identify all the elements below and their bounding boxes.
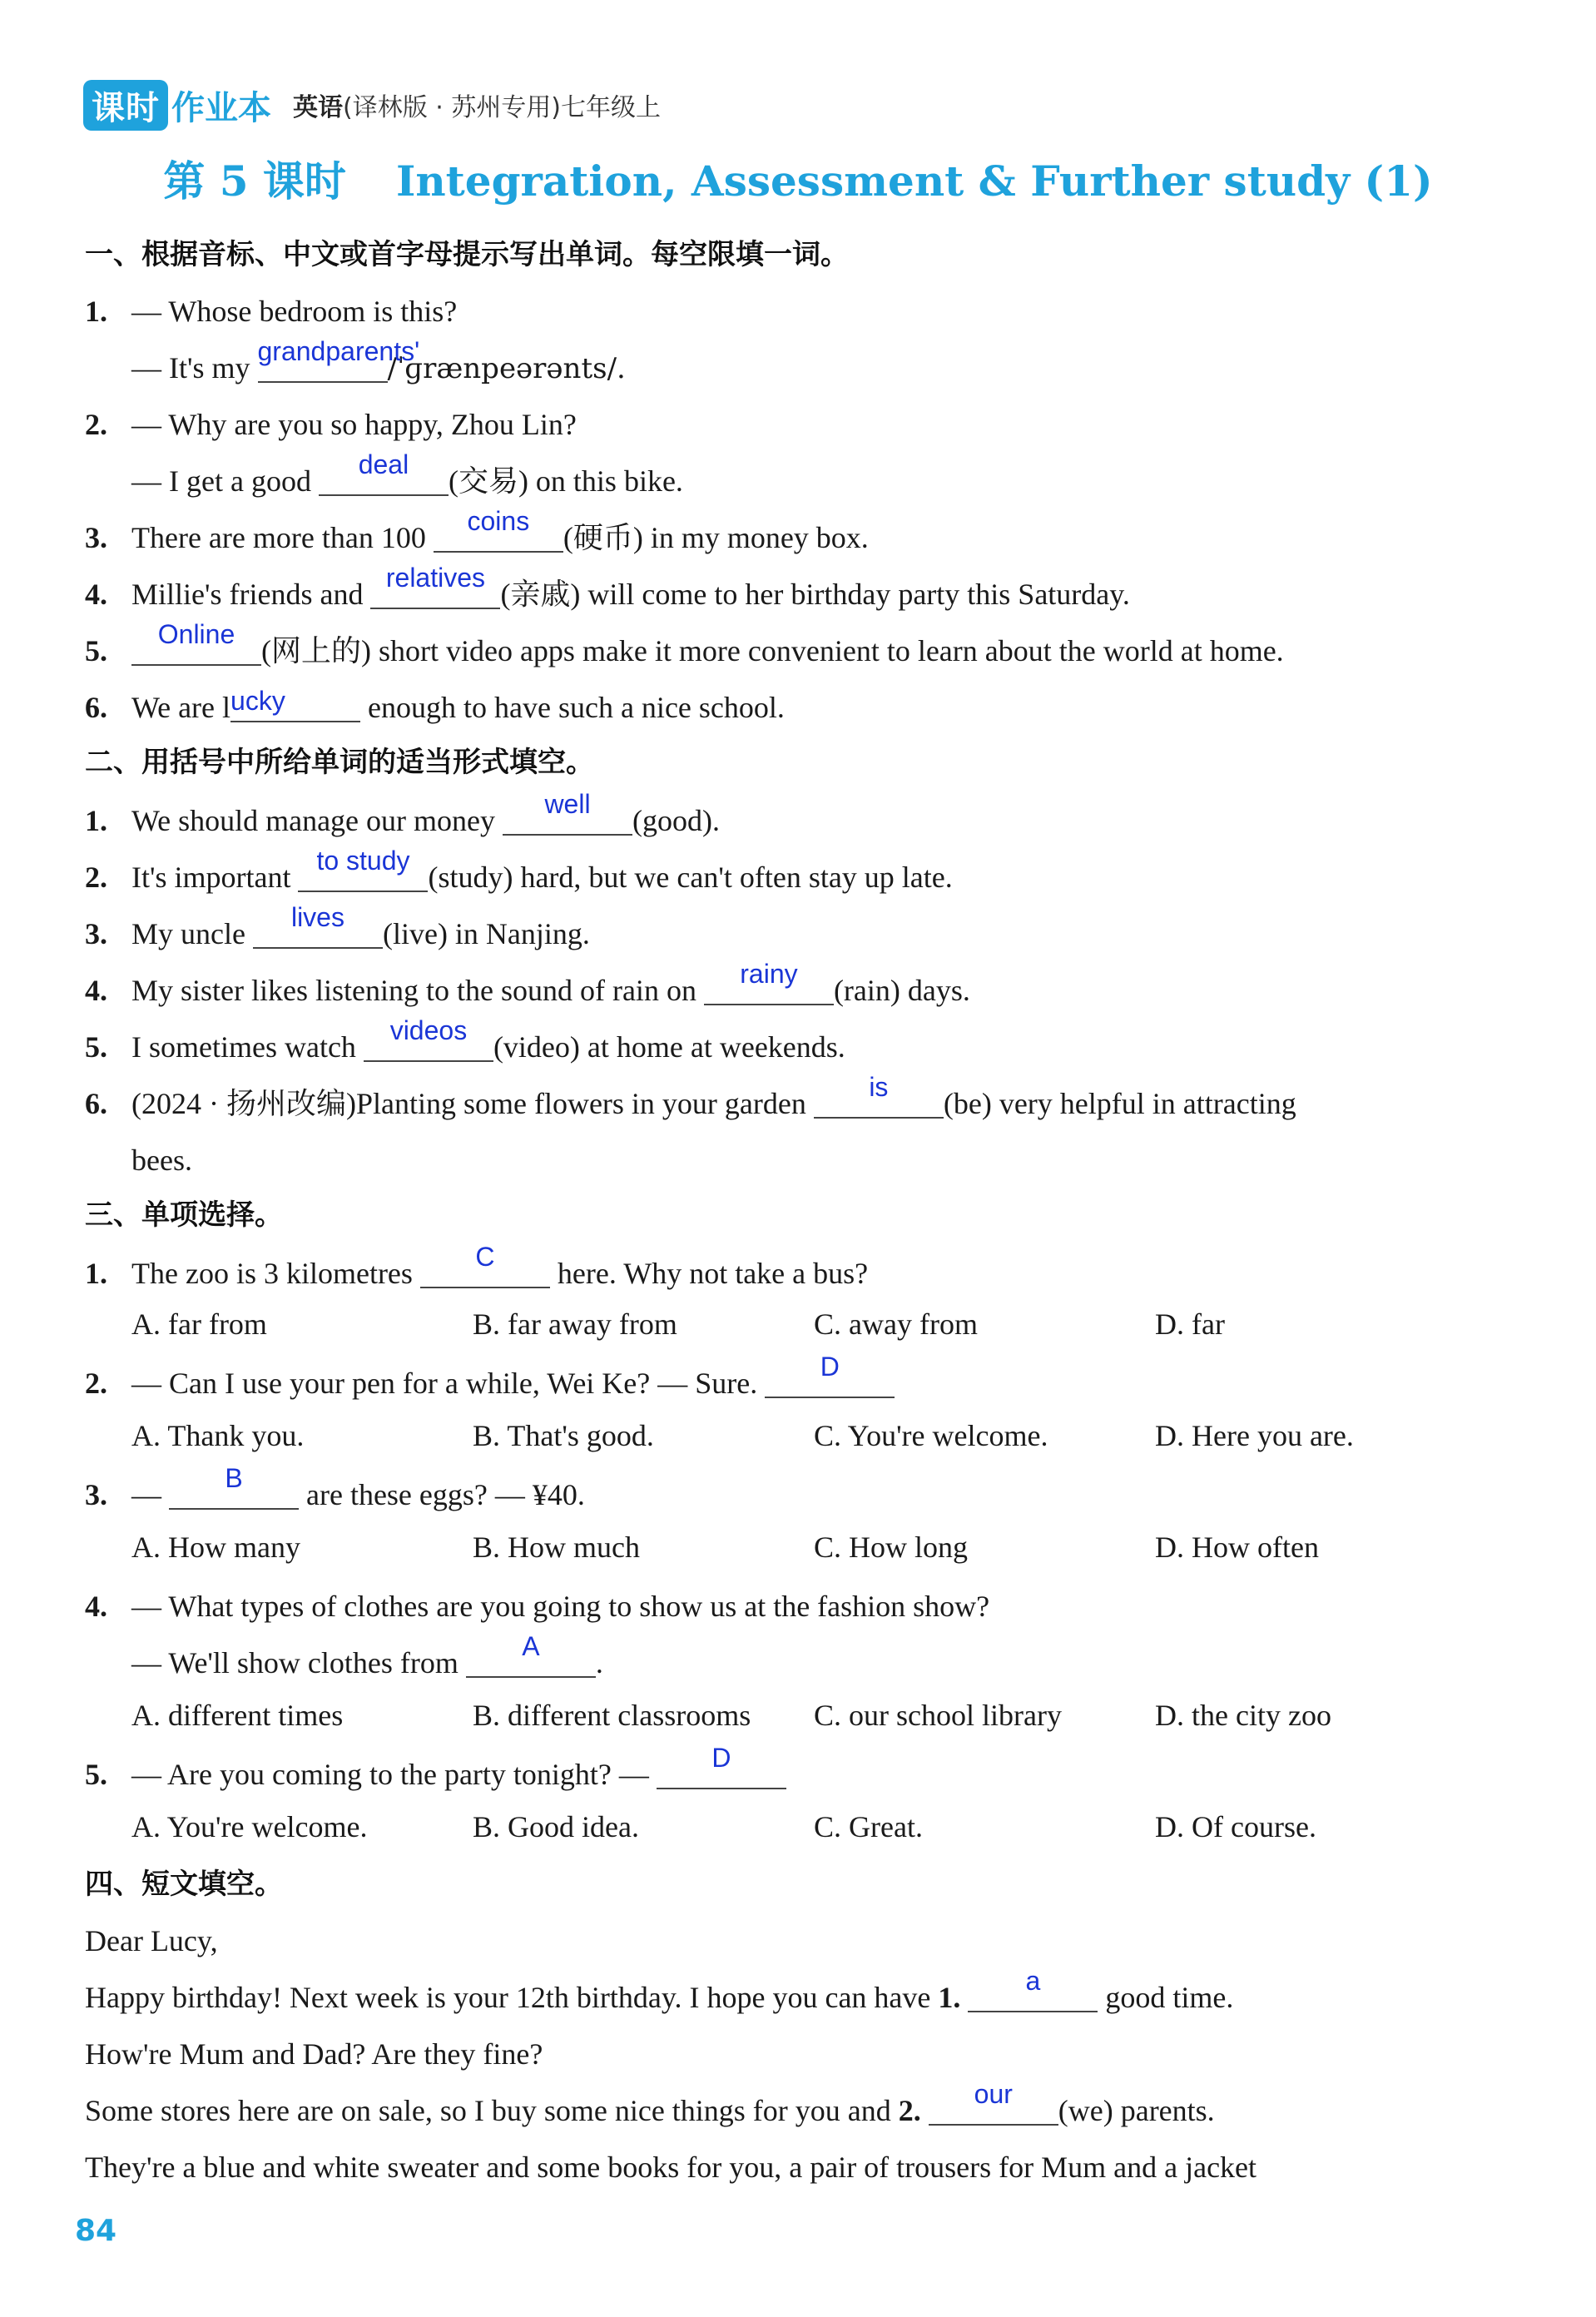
answer: ucky xyxy=(230,686,285,716)
answer: lives xyxy=(290,902,344,932)
option[interactable]: B. far away from xyxy=(473,1307,677,1341)
option[interactable]: B. different classrooms xyxy=(473,1699,751,1732)
letter-line-1: Happy birthday! Next week is your 12th birthday. I hope you can have 1. a good time. xyxy=(85,1977,1233,2017)
s3-q5: 5. — Are you coming to the party tonight? — D xyxy=(85,1754,786,1794)
option[interactable]: B. That's good. xyxy=(473,1419,654,1452)
s1-q6: 6. We are l ucky enough to have such a nice school. xyxy=(85,687,785,727)
answer: relatives xyxy=(385,563,486,593)
answer-blank[interactable] xyxy=(968,1966,1098,2012)
section2-heading: 二、用括号中所给单词的适当形式填空。 xyxy=(85,746,594,779)
s1-q4: 4. Millie's friends and relatives (亲戚) will come to her birthday party this Saturday. xyxy=(85,574,1130,614)
answer: coins xyxy=(467,506,530,536)
lesson-number: 第 5 课时 xyxy=(163,156,346,206)
answer-blank[interactable] xyxy=(131,619,261,666)
answer-blank[interactable] xyxy=(503,789,632,836)
option[interactable]: C. You're welcome. xyxy=(814,1419,1048,1452)
answer-blank[interactable] xyxy=(420,1242,550,1288)
s1-q1-line2: — It's my grandparents' /ˈɡrænpeərənts/. xyxy=(131,348,626,389)
letter-line-4: They're a blue and white sweater and some books for you, a pair of trousers for Mum and a jacket xyxy=(85,2151,1257,2184)
subject-label: 英语 xyxy=(293,93,343,122)
answer-blank[interactable] xyxy=(434,506,563,553)
s3-q3: 3. — B are these eggs? — ¥40. xyxy=(85,1475,585,1515)
option[interactable]: C. How long xyxy=(814,1531,969,1564)
section3-heading: 三、单项选择。 xyxy=(85,1198,283,1232)
answer: grandparents' xyxy=(257,336,420,366)
answer-blank[interactable] xyxy=(230,687,360,722)
s1-q5: 5. Online (网上的) short video apps make it more convenient to learn about the world at home. xyxy=(85,631,1284,671)
answer-blank[interactable] xyxy=(319,449,449,496)
s1-q2-line1: 2. — Why are you so happy, Zhou Lin? xyxy=(85,408,577,441)
option[interactable]: D. far xyxy=(1155,1307,1225,1341)
option[interactable]: B. Good idea. xyxy=(473,1810,639,1843)
lesson-name: Integration, Assessment & Further study (1) xyxy=(395,156,1433,206)
answer: our xyxy=(974,2079,1013,2109)
s1-q2-line2: — I get a good deal (交易) on this bike. xyxy=(131,461,683,501)
option[interactable]: C. away from xyxy=(814,1307,978,1341)
option[interactable]: A. Thank you. xyxy=(131,1419,305,1452)
s2-q1: 1. We should manage our money well (good). xyxy=(85,801,720,841)
s1-q1-line1: 1. — Whose bedroom is this? xyxy=(85,295,458,328)
option[interactable]: D. Here you are. xyxy=(1155,1419,1354,1452)
answer-blank[interactable] xyxy=(169,1463,299,1510)
answer: B xyxy=(225,1463,243,1493)
option[interactable]: A. far from xyxy=(131,1307,267,1341)
answer: rainy xyxy=(740,959,798,989)
answer-blank[interactable] xyxy=(257,336,420,383)
answer-blank[interactable] xyxy=(704,959,834,1005)
publisher-logo xyxy=(83,80,271,131)
page-title xyxy=(0,148,1596,208)
s2-q6-line1: 6. (2024 · 扬州改编)Planting some flowers in your garden is (be) very helpful in attracting xyxy=(85,1084,1296,1124)
answer: is xyxy=(869,1072,889,1102)
option[interactable]: B. How much xyxy=(473,1531,640,1564)
s2-q2: 2. It's important to study (study) hard, but we can't often stay up late. xyxy=(85,857,953,897)
answer-blank[interactable] xyxy=(364,1015,493,1062)
s1-q3: 3. There are more than 100 coins (硬币) in my money box. xyxy=(85,518,869,558)
option[interactable]: D. the city zoo xyxy=(1155,1699,1331,1732)
answer-blank[interactable] xyxy=(370,563,500,609)
answer: videos xyxy=(389,1015,468,1045)
answer: A xyxy=(522,1631,540,1661)
s3-q4-line2: — We'll show clothes from A . xyxy=(131,1643,603,1683)
page-header xyxy=(83,80,661,130)
page-number: 84 xyxy=(75,2214,117,2248)
answer: a xyxy=(1025,1966,1041,1996)
section4-heading: 四、短文填空。 xyxy=(85,1868,283,1901)
s2-q6-line2: bees. xyxy=(131,1144,192,1177)
answer-blank[interactable] xyxy=(253,902,383,949)
s3-q2: 2. — Can I use your pen for a while, Wei Ke? — Sure. D xyxy=(85,1363,895,1403)
edition-label: (译林版 · 苏州专用)七年级上 xyxy=(343,93,662,122)
option[interactable]: C. Great. xyxy=(814,1810,923,1843)
answer-blank[interactable] xyxy=(814,1072,944,1119)
answer: D xyxy=(711,1743,731,1773)
book-subtitle xyxy=(293,87,661,123)
letter-salutation: Dear Lucy, xyxy=(85,1924,218,1957)
answer-blank[interactable] xyxy=(466,1631,596,1678)
answer: to study xyxy=(316,846,410,876)
option[interactable]: A. different times xyxy=(131,1699,344,1732)
s3-q1: 1. The zoo is 3 kilometres C here. Why not take a bus? xyxy=(85,1253,868,1293)
answer: well xyxy=(544,789,591,819)
option[interactable]: C. our school library xyxy=(814,1699,1062,1732)
answer-blank[interactable] xyxy=(657,1743,786,1789)
answer-blank[interactable] xyxy=(765,1352,895,1398)
s2-q3: 3. My uncle lives (live) in Nanjing. xyxy=(85,914,590,954)
s2-q5: 5. I sometimes watch videos (video) at home at weekends. xyxy=(85,1027,845,1067)
answer: deal xyxy=(358,449,409,479)
option[interactable]: D. Of course. xyxy=(1155,1810,1316,1843)
logo-text: 作业本 xyxy=(171,88,271,127)
answer: Online xyxy=(157,619,235,649)
answer: C xyxy=(475,1242,495,1272)
s2-q4: 4. My sister likes listening to the sound of rain on rainy (rain) days. xyxy=(85,970,970,1010)
answer-blank[interactable] xyxy=(929,2079,1058,2126)
option[interactable]: A. You're welcome. xyxy=(131,1810,368,1843)
letter-line-2: How're Mum and Dad? Are they fine? xyxy=(85,2037,543,2071)
s3-q4-line1: 4. — What types of clothes are you going to show us at the fashion show? xyxy=(85,1590,990,1623)
answer-blank[interactable] xyxy=(298,846,428,892)
option[interactable]: D. How often xyxy=(1155,1531,1319,1564)
option[interactable]: A. How many xyxy=(131,1531,300,1564)
section1-heading: 一、根据音标、中文或首字母提示写出单词。每空限填一词。 xyxy=(85,238,849,271)
logo-badge: 课时 xyxy=(83,80,168,131)
letter-line-3: Some stores here are on sale, so I buy some nice things for you and 2. our (we) parents. xyxy=(85,2091,1215,2131)
answer: D xyxy=(820,1352,840,1382)
